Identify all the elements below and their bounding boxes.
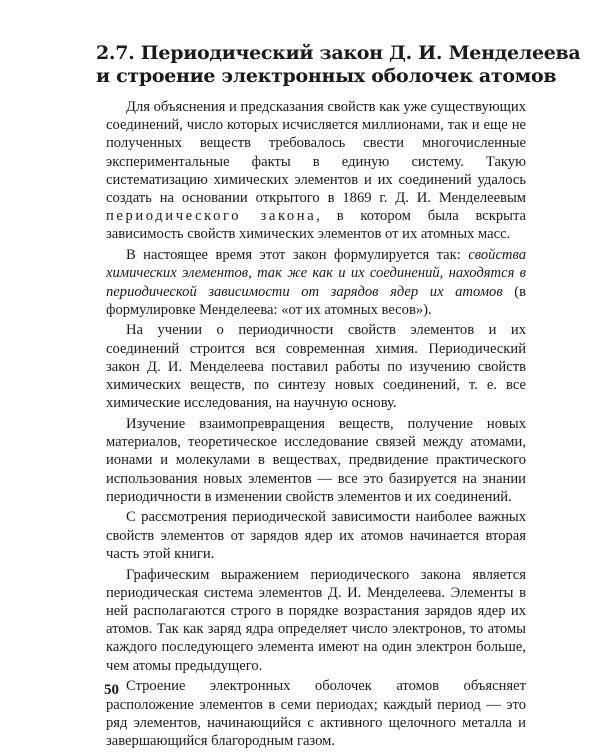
- paragraph-7: Строение электронных оболочек атомов объясняет расположение элементов в семи периодах; каждый период — это ряд элементов, начинающийся с активного щелочного металла и завершающийся благородным газом.: [106, 678, 526, 749]
- law-formulation-italic: свойства химических элементов, так же как и их соединений, находятся в периодической зависимости от зарядов ядер их атомов: [106, 247, 526, 300]
- section-heading: [96, 42, 581, 88]
- paragraph-4: Изучение взаимопревращения веществ, получение новых материалов, теоретическое исследование связей между атомами, ионами и молекулами в веществах, предвидение практического использования новых элементов — все это базируется на знании периодичности в изменении свойств элементов и их соединений.: [106, 415, 526, 505]
- paragraph-2-text-b: (в формулировке Менделеева: «от их атомных весов»).: [106, 283, 526, 318]
- paragraph-3: На учении о периодичности свойств элементов и их соединений строится вся современная химия. Периодический закон Д. И. Менделеева поставил работы по изучению свойств химических веществ, по синтезу новых соединений, т. е. все химические исследования, на научную основу.: [106, 322, 526, 412]
- paragraph-2: [106, 246, 526, 319]
- body-text: [106, 98, 526, 753]
- paragraph-1-text-a: Для объяснения и предсказания свойств как уже существующих соединений, число которых исчисляется миллионами, так и еще не полученных веществ требовалось свести многочисленные экспериментальные факты в единую систему. Такую систематизацию химических элементов и их соединений удалось создать на основании открытого в 1869 г. Д. И. Менделеевым: [106, 99, 526, 207]
- paragraph-5: С рассмотрения периодической зависимости наиболее важных свойств элементов от зарядов ядер их атомов начинается вторая часть этой книги.: [106, 509, 526, 562]
- paragraph-2-text-a: В настоящее время этот закон формулируется так:: [126, 247, 469, 264]
- spaced-term-periodic-law: периодического закона: [106, 208, 317, 225]
- page-number: 50: [104, 682, 119, 698]
- paragraph-1-text-b: , в котором была вскрыта зависимость свойств химических элементов от их атомных масс.: [106, 208, 526, 243]
- section-heading-line-1: 2.7. Периодический закон Д. И. Менделеева: [96, 42, 581, 64]
- section-heading-line-2: и строение электронных оболочек атомов: [96, 65, 557, 87]
- paragraph-1: [106, 98, 526, 244]
- paragraph-6: Графическим выражением периодического закона является периодическая система элементов Д. И. Менделеева. Элементы в ней располагаются строго в порядке возрастания зарядов ядер их атомов. Так как заряд ядра определяет число электронов, то атомы каждого последующего элемента имеют на один электрон больше, чем атомы предыдущего.: [106, 566, 526, 674]
